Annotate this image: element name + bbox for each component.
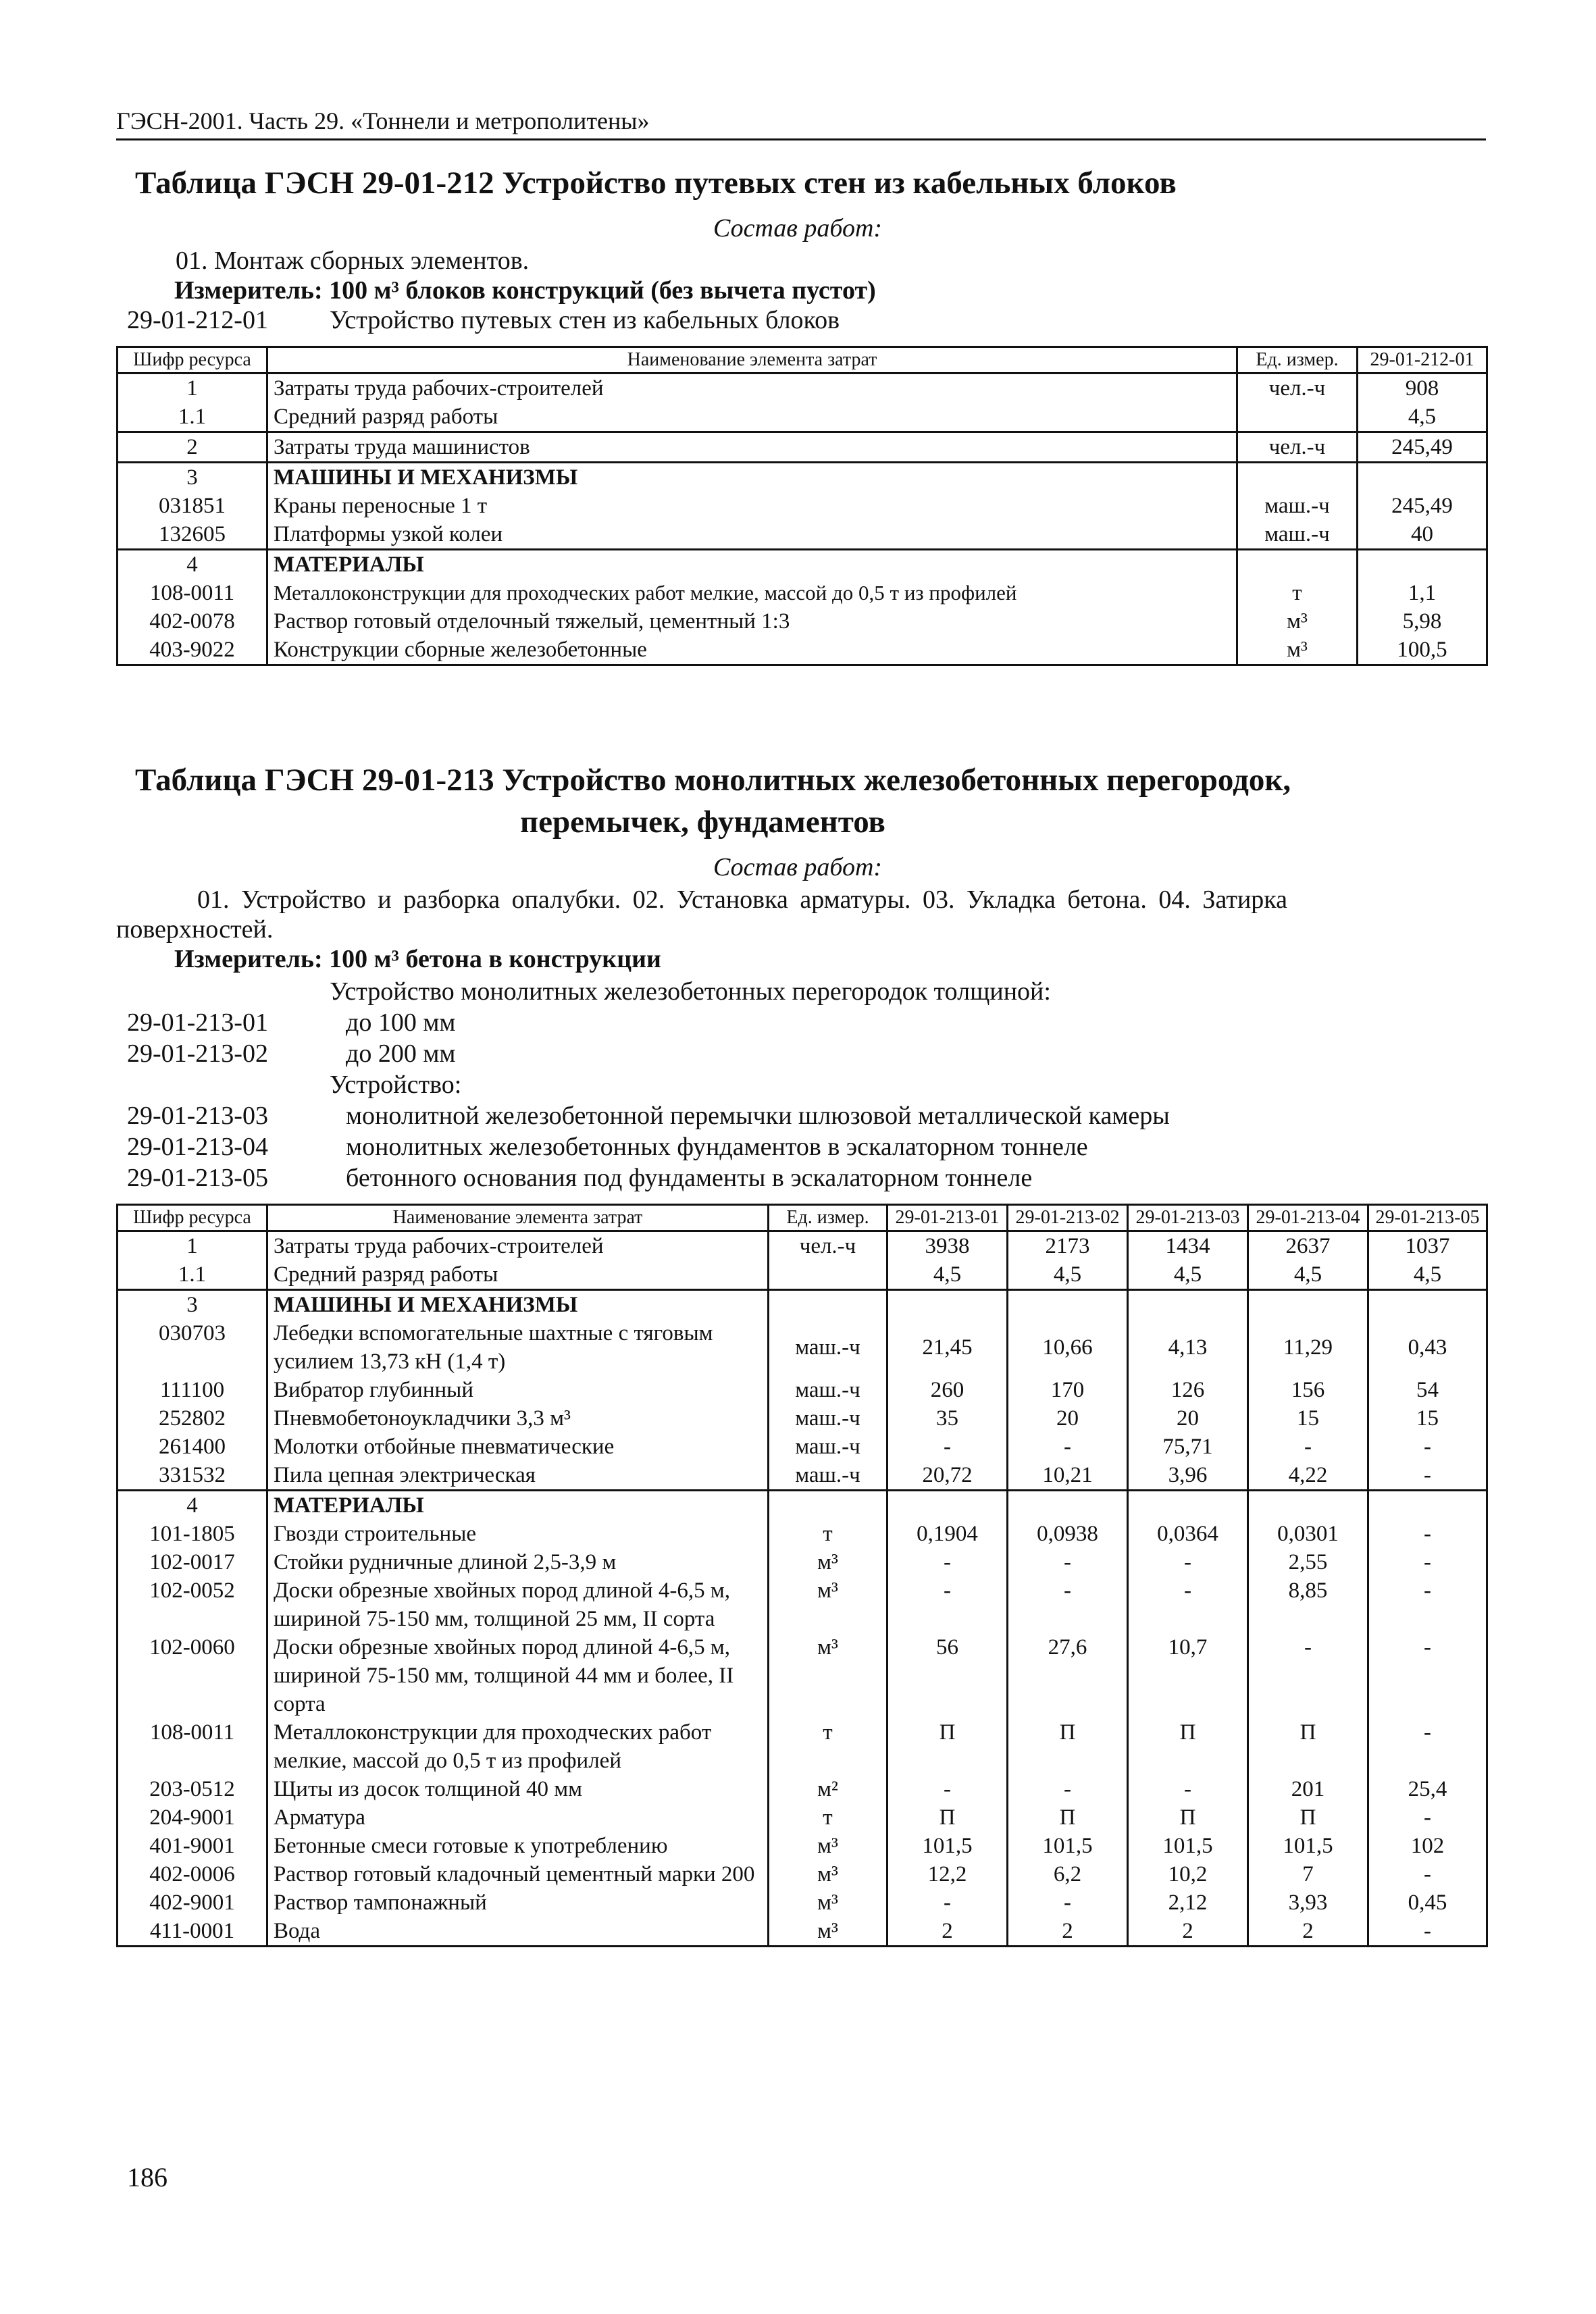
table2-item-desc: бетонного основания под фундаменты в эскалаторном тоннеле — [346, 1164, 1033, 1192]
table1 — [116, 346, 1488, 666]
value-cell: 4,22 — [1248, 1461, 1368, 1491]
unit-cell: чел.-ч — [769, 1231, 887, 1261]
value-cell: - — [1368, 1803, 1487, 1832]
value-cell: П — [1128, 1803, 1248, 1832]
unit-cell: т — [769, 1803, 887, 1832]
value-cell: 2,55 — [1248, 1548, 1368, 1576]
table2-intro2: Устройство: — [330, 1071, 462, 1099]
table-row — [118, 1231, 1487, 1261]
resource-name-cell: Стойки рудничные длиной 2,5-3,9 м — [267, 1548, 769, 1576]
table1-composition-label: Состав работ: — [713, 214, 883, 242]
unit-cell — [769, 1260, 887, 1290]
value-cell: - — [1248, 1633, 1368, 1718]
value-cell: - — [887, 1548, 1008, 1576]
resource-name-cell: Бетонные смеси готовые к употреблению — [267, 1832, 769, 1860]
table1-item-code: 29-01-212-01 — [127, 306, 268, 334]
resource-name-cell: Молотки отбойные пневматические — [267, 1433, 769, 1461]
resource-name-cell: Арматура — [267, 1803, 769, 1832]
value-cell — [1358, 550, 1487, 580]
page-number: 186 — [127, 2162, 168, 2192]
value-cell: 4,13 — [1128, 1319, 1248, 1376]
table-row — [118, 1491, 1487, 1520]
resource-name-cell: Лебедки вспомогательные шахтные с тяговым усилием 13,73 кН (1,4 т) — [267, 1319, 769, 1376]
value-cell: - — [887, 1775, 1008, 1803]
resource-code-cell: 203-0512 — [118, 1775, 267, 1803]
value-cell: - — [887, 1576, 1008, 1633]
table2-composition-label: Состав работ: — [713, 853, 883, 881]
unit-cell: маш.-ч — [769, 1376, 887, 1404]
value-cell: 101,5 — [1248, 1832, 1368, 1860]
unit-cell: м³ — [1237, 607, 1358, 636]
value-cell — [1368, 1290, 1487, 1320]
value-cell: 1,1 — [1358, 579, 1487, 607]
value-cell: 0,0301 — [1248, 1520, 1368, 1548]
unit-cell: м³ — [769, 1888, 887, 1917]
t2-col-v: 29-01-213-01 — [887, 1205, 1008, 1231]
resource-code-cell: 1.1 — [118, 1260, 267, 1290]
value-cell: 15 — [1248, 1404, 1368, 1433]
value-cell: 101,5 — [887, 1832, 1008, 1860]
value-cell: 4,5 — [1368, 1260, 1487, 1290]
table1-title: Таблица ГЭСН 29-01-212 Устройство путевых стен из кабельных блоков — [135, 165, 1177, 201]
value-cell: П — [1008, 1803, 1128, 1832]
resource-code-cell: 030703 — [118, 1319, 267, 1376]
table-row — [118, 550, 1487, 580]
value-cell: 3938 — [887, 1231, 1008, 1261]
resource-code-cell: 403-9022 — [118, 636, 267, 665]
unit-cell: чел.-ч — [1237, 374, 1358, 403]
table-row — [118, 1803, 1487, 1832]
t2-col-v: 29-01-213-04 — [1248, 1205, 1368, 1231]
value-cell: 4,5 — [1008, 1260, 1128, 1290]
value-cell: 25,4 — [1368, 1775, 1487, 1803]
value-cell: 170 — [1008, 1376, 1128, 1404]
value-cell: П — [887, 1718, 1008, 1775]
resource-code-cell: 411-0001 — [118, 1917, 267, 1947]
unit-cell — [1237, 403, 1358, 432]
value-cell: 8,85 — [1248, 1576, 1368, 1633]
value-cell: 245,49 — [1358, 432, 1487, 463]
unit-cell: м³ — [769, 1832, 887, 1860]
value-cell: - — [887, 1888, 1008, 1917]
value-cell: 4,5 — [1128, 1260, 1248, 1290]
resource-name-cell: Пила цепная электрическая — [267, 1461, 769, 1491]
table-row — [118, 1260, 1487, 1290]
value-cell: 12,2 — [887, 1860, 1008, 1888]
value-cell: 101,5 — [1128, 1832, 1248, 1860]
value-cell — [1008, 1491, 1128, 1520]
unit-cell: м³ — [769, 1917, 887, 1947]
table1-item-desc: Устройство путевых стен из кабельных блоков — [330, 306, 840, 334]
unit-cell — [1237, 463, 1358, 492]
value-cell: 100,5 — [1358, 636, 1487, 665]
value-cell: - — [1008, 1576, 1128, 1633]
t1-col-v1: 29-01-212-01 — [1358, 347, 1487, 374]
value-cell: - — [1368, 1433, 1487, 1461]
table2-title-line2: перемычек, фундаментов — [520, 804, 885, 840]
value-cell — [887, 1491, 1008, 1520]
table-row — [118, 1376, 1487, 1404]
table-row — [118, 1520, 1487, 1548]
value-cell: - — [1008, 1548, 1128, 1576]
table2-item-desc: монолитной железобетонной перемычки шлюзовой металлической камеры — [346, 1102, 1170, 1130]
t1-col-unit: Ед. измер. — [1237, 347, 1358, 374]
unit-cell: м³ — [769, 1548, 887, 1576]
table-row — [118, 1548, 1487, 1576]
value-cell: 2 — [887, 1917, 1008, 1947]
table2-composition-line2: поверхностей. — [116, 915, 274, 944]
table-row — [118, 1290, 1487, 1320]
unit-cell: маш.-ч — [1237, 492, 1358, 520]
value-cell — [1368, 1491, 1487, 1520]
resource-code-cell: 108-0011 — [118, 579, 267, 607]
value-cell: 0,0364 — [1128, 1520, 1248, 1548]
resource-code-cell: 4 — [118, 550, 267, 580]
value-cell: 5,98 — [1358, 607, 1487, 636]
value-cell: 0,0938 — [1008, 1520, 1128, 1548]
resource-code-cell: 4 — [118, 1491, 267, 1520]
table2 — [116, 1204, 1488, 1947]
resource-name-cell: Доски обрезные хвойных пород длиной 4-6,5 м, шириной 75-150 мм, толщиной 44 мм и более, II сорта — [267, 1633, 769, 1718]
table-row — [118, 1404, 1487, 1433]
value-cell: 56 — [887, 1633, 1008, 1718]
value-cell: 10,2 — [1128, 1860, 1248, 1888]
resource-name-cell: Щиты из досок толщиной 40 мм — [267, 1775, 769, 1803]
table2-composition-line1: 01. Устройство и разборка опалубки. 02. Установка арматуры. 03. Укладка бетона. 04. Затирка — [197, 885, 1288, 914]
unit-cell: т — [769, 1718, 887, 1775]
value-cell: П — [1128, 1718, 1248, 1775]
table1-composition: 01. Монтаж сборных элементов. — [176, 247, 530, 275]
unit-cell: чел.-ч — [1237, 432, 1358, 463]
resource-name-cell: МАТЕРИАЛЫ — [267, 1491, 769, 1520]
table-row — [118, 1888, 1487, 1917]
t2-col-name: Наименование элемента затрат — [267, 1205, 769, 1231]
resource-name-cell: Затраты труда рабочих-строителей — [267, 374, 1237, 403]
table-row — [118, 520, 1487, 550]
value-cell: - — [1368, 1548, 1487, 1576]
t1-col-name: Наименование элемента затрат — [267, 347, 1237, 374]
resource-code-cell: 102-0052 — [118, 1576, 267, 1633]
table-row — [118, 1860, 1487, 1888]
value-cell: - — [887, 1433, 1008, 1461]
value-cell: 15 — [1368, 1404, 1487, 1433]
table2-item-code: 29-01-213-03 — [127, 1102, 268, 1130]
resource-code-cell: 108-0011 — [118, 1718, 267, 1775]
resource-code-cell: 402-9001 — [118, 1888, 267, 1917]
header-rule — [116, 138, 1486, 140]
value-cell — [887, 1290, 1008, 1320]
value-cell: 126 — [1128, 1376, 1248, 1404]
table-row — [118, 1433, 1487, 1461]
table1-meter: Измеритель: 100 м³ блоков конструкций (без вычета пустот) — [174, 276, 876, 305]
resource-code-cell: 1.1 — [118, 403, 267, 432]
resource-code-cell: 2 — [118, 432, 267, 463]
resource-name-cell: МАТЕРИАЛЫ — [267, 550, 1237, 580]
value-cell: 54 — [1368, 1376, 1487, 1404]
table2-item-code: 29-01-213-04 — [127, 1133, 268, 1161]
value-cell: 27,6 — [1008, 1633, 1128, 1718]
value-cell: 2,12 — [1128, 1888, 1248, 1917]
value-cell: П — [1008, 1718, 1128, 1775]
value-cell: 2 — [1128, 1917, 1248, 1947]
resource-name-cell: Раствор готовый кладочный цементный марки 200 — [267, 1860, 769, 1888]
value-cell: 20,72 — [887, 1461, 1008, 1491]
resource-code-cell: 402-0006 — [118, 1860, 267, 1888]
table2-item-desc: монолитных железобетонных фундаментов в эскалаторном тоннеле — [346, 1133, 1088, 1161]
value-cell: 10,21 — [1008, 1461, 1128, 1491]
value-cell: 0,1904 — [887, 1520, 1008, 1548]
unit-cell: маш.-ч — [769, 1461, 887, 1491]
value-cell: 6,2 — [1008, 1860, 1128, 1888]
value-cell: 35 — [887, 1404, 1008, 1433]
resource-name-cell: Раствор тампонажный — [267, 1888, 769, 1917]
table-row — [118, 492, 1487, 520]
value-cell: - — [1368, 1860, 1487, 1888]
table-row — [118, 1917, 1487, 1947]
unit-cell: м³ — [769, 1860, 887, 1888]
unit-cell: т — [1237, 579, 1358, 607]
value-cell: - — [1368, 1576, 1487, 1633]
table-row — [118, 607, 1487, 636]
unit-cell: м³ — [769, 1633, 887, 1718]
resource-name-cell: Затраты труда рабочих-строителей — [267, 1231, 769, 1261]
resource-code-cell: 402-0078 — [118, 607, 267, 636]
unit-cell: м³ — [1237, 636, 1358, 665]
table-row — [118, 403, 1487, 432]
value-cell: 156 — [1248, 1376, 1368, 1404]
table2-item-desc: до 100 мм — [346, 1008, 456, 1037]
unit-cell — [769, 1491, 887, 1520]
resource-code-cell: 132605 — [118, 520, 267, 550]
table-row — [118, 1319, 1487, 1376]
table-row — [118, 1461, 1487, 1491]
resource-name-cell: МАШИНЫ И МЕХАНИЗМЫ — [267, 1290, 769, 1320]
resource-name-cell: Металлоконструкции для проходческих работ мелкие, массой до 0,5 т из профилей — [267, 1718, 769, 1775]
unit-cell: маш.-ч — [769, 1319, 887, 1376]
resource-code-cell: 1 — [118, 374, 267, 403]
table2-item-code: 29-01-213-05 — [127, 1164, 268, 1192]
unit-cell: маш.-ч — [769, 1433, 887, 1461]
value-cell: 21,45 — [887, 1319, 1008, 1376]
table2-item-code: 29-01-213-02 — [127, 1039, 268, 1068]
resource-name-cell: Платформы узкой колеи — [267, 520, 1237, 550]
value-cell: 2 — [1248, 1917, 1368, 1947]
value-cell: - — [1128, 1775, 1248, 1803]
resource-code-cell: 261400 — [118, 1433, 267, 1461]
value-cell: 10,7 — [1128, 1633, 1248, 1718]
value-cell: 0,45 — [1368, 1888, 1487, 1917]
value-cell: - — [1008, 1888, 1128, 1917]
value-cell — [1358, 463, 1487, 492]
value-cell: - — [1368, 1917, 1487, 1947]
resource-code-cell: 3 — [118, 463, 267, 492]
value-cell — [1248, 1491, 1368, 1520]
value-cell: П — [1248, 1803, 1368, 1832]
resource-code-cell: 111100 — [118, 1376, 267, 1404]
resource-name-cell: Вибратор глубинный — [267, 1376, 769, 1404]
resource-code-cell: 1 — [118, 1231, 267, 1261]
unit-cell: маш.-ч — [1237, 520, 1358, 550]
value-cell: - — [1368, 1461, 1487, 1491]
resource-code-cell: 3 — [118, 1290, 267, 1320]
value-cell — [1008, 1290, 1128, 1320]
value-cell: 4,5 — [1358, 403, 1487, 432]
value-cell: 245,49 — [1358, 492, 1487, 520]
value-cell: 3,96 — [1128, 1461, 1248, 1491]
table2-title-line1: Таблица ГЭСН 29-01-213 Устройство монолитных железобетонных перегородок, — [135, 763, 1291, 798]
value-cell: 908 — [1358, 374, 1487, 403]
value-cell: 10,66 — [1008, 1319, 1128, 1376]
value-cell: 3,93 — [1248, 1888, 1368, 1917]
value-cell: - — [1368, 1718, 1487, 1775]
table-row — [118, 1832, 1487, 1860]
table2-item-code: 29-01-213-01 — [127, 1008, 268, 1037]
table-row — [118, 1633, 1487, 1718]
value-cell: - — [1128, 1576, 1248, 1633]
value-cell: 1434 — [1128, 1231, 1248, 1261]
resource-name-cell: Средний разряд работы — [267, 403, 1237, 432]
value-cell: 2173 — [1008, 1231, 1128, 1261]
unit-cell: м³ — [769, 1576, 887, 1633]
resource-name-cell: Доски обрезные хвойных пород длиной 4-6,5 м, шириной 75-150 мм, толщиной 25 мм, II сорта — [267, 1576, 769, 1633]
resource-code-cell: 031851 — [118, 492, 267, 520]
value-cell: 201 — [1248, 1775, 1368, 1803]
table-row — [118, 579, 1487, 607]
t2-col-code: Шифр ресурса — [118, 1205, 267, 1231]
value-cell: 101,5 — [1008, 1832, 1128, 1860]
value-cell: 4,5 — [887, 1260, 1008, 1290]
table-row — [118, 1775, 1487, 1803]
resource-code-cell: 331532 — [118, 1461, 267, 1491]
t2-col-v: 29-01-213-02 — [1008, 1205, 1128, 1231]
resource-code-cell: 252802 — [118, 1404, 267, 1433]
running-header: ГЭСН-2001. Часть 29. «Тоннели и метрополитены» — [116, 107, 650, 134]
resource-name-cell: Раствор готовый отделочный тяжелый, цементный 1:3 — [267, 607, 1237, 636]
value-cell: 2637 — [1248, 1231, 1368, 1261]
value-cell: 11,29 — [1248, 1319, 1368, 1376]
value-cell: - — [1008, 1775, 1128, 1803]
resource-code-cell: 102-0060 — [118, 1633, 267, 1718]
resource-code-cell: 204-9001 — [118, 1803, 267, 1832]
value-cell: 40 — [1358, 520, 1487, 550]
table2-item-desc: до 200 мм — [346, 1039, 456, 1068]
value-cell: - — [1008, 1433, 1128, 1461]
value-cell — [1248, 1290, 1368, 1320]
table-row — [118, 374, 1487, 403]
value-cell: 20 — [1008, 1404, 1128, 1433]
resource-name-cell: Металлоконструкции для проходческих работ мелкие, массой до 0,5 т из профилей — [267, 579, 1237, 607]
unit-cell — [769, 1290, 887, 1320]
unit-cell: маш.-ч — [769, 1404, 887, 1433]
resource-name-cell: МАШИНЫ И МЕХАНИЗМЫ — [267, 463, 1237, 492]
value-cell: 20 — [1128, 1404, 1248, 1433]
resource-name-cell: Гвозди строительные — [267, 1520, 769, 1548]
value-cell: 7 — [1248, 1860, 1368, 1888]
value-cell: 75,71 — [1128, 1433, 1248, 1461]
value-cell: - — [1248, 1433, 1368, 1461]
resource-name-cell: Вода — [267, 1917, 769, 1947]
unit-cell: м² — [769, 1775, 887, 1803]
resource-name-cell: Затраты труда машинистов — [267, 432, 1237, 463]
value-cell: П — [1248, 1718, 1368, 1775]
table2-intro1: Устройство монолитных железобетонных перегородок толщиной: — [330, 977, 1051, 1006]
t2-col-v: 29-01-213-03 — [1128, 1205, 1248, 1231]
value-cell: - — [1368, 1520, 1487, 1548]
table-row — [118, 463, 1487, 492]
resource-code-cell: 101-1805 — [118, 1520, 267, 1548]
resource-name-cell: Пневмобетоноукладчики 3,3 м³ — [267, 1404, 769, 1433]
value-cell: 1037 — [1368, 1231, 1487, 1261]
resource-code-cell: 102-0017 — [118, 1548, 267, 1576]
value-cell: 260 — [887, 1376, 1008, 1404]
t2-col-unit: Ед. измер. — [769, 1205, 887, 1231]
resource-name-cell: Краны переносные 1 т — [267, 492, 1237, 520]
value-cell: 102 — [1368, 1832, 1487, 1860]
table-row — [118, 432, 1487, 463]
unit-cell — [1237, 550, 1358, 580]
resource-code-cell: 401-9001 — [118, 1832, 267, 1860]
table-row — [118, 1718, 1487, 1775]
value-cell: П — [887, 1803, 1008, 1832]
table2-meter: Измеритель: 100 м³ бетона в конструкции — [174, 945, 661, 973]
value-cell: - — [1128, 1548, 1248, 1576]
resource-name-cell: Конструкции сборные железобетонные — [267, 636, 1237, 665]
unit-cell: т — [769, 1520, 887, 1548]
resource-name-cell: Средний разряд работы — [267, 1260, 769, 1290]
value-cell — [1128, 1491, 1248, 1520]
t2-col-v: 29-01-213-05 — [1368, 1205, 1487, 1231]
value-cell: - — [1368, 1633, 1487, 1718]
value-cell: 0,43 — [1368, 1319, 1487, 1376]
t1-col-code: Шифр ресурса — [118, 347, 267, 374]
table-row — [118, 636, 1487, 665]
value-cell: 2 — [1008, 1917, 1128, 1947]
value-cell — [1128, 1290, 1248, 1320]
value-cell: 4,5 — [1248, 1260, 1368, 1290]
table-row — [118, 1576, 1487, 1633]
